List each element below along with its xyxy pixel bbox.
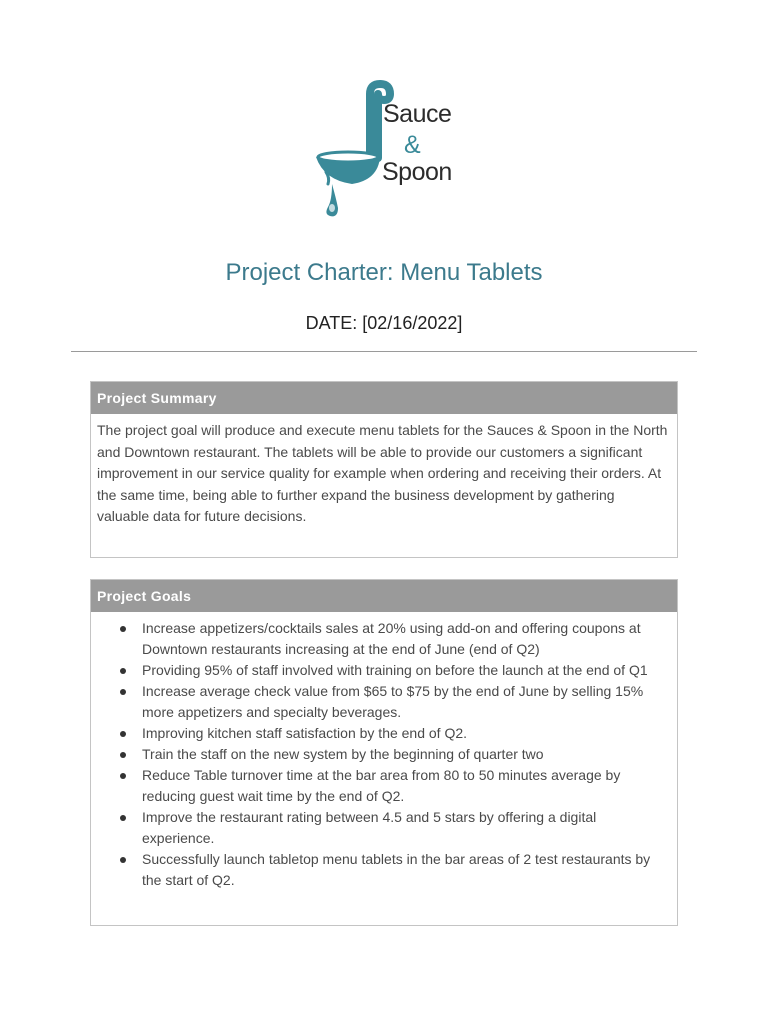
goal-item <box>91 807 669 849</box>
goal-text: Improve the restaurant rating between 4.5 and 5 stars by offering a digital experience. <box>142 809 597 846</box>
goal-item <box>91 660 669 681</box>
bullet-icon <box>120 668 126 674</box>
bullet-icon <box>120 752 126 758</box>
bullet-icon <box>120 626 126 632</box>
goal-item <box>91 744 669 765</box>
goal-item <box>91 681 669 723</box>
goal-text: Providing 95% of staff involved with training on before the launch at the end of Q1 <box>142 662 648 678</box>
logo-text-ampersand: & <box>404 131 421 159</box>
bullet-icon <box>120 689 126 695</box>
logo-text-spoon: Spoon <box>382 158 452 186</box>
goal-item <box>91 618 669 660</box>
bullet-icon <box>120 773 126 779</box>
bullet-icon <box>120 857 126 863</box>
goal-text: Successfully launch tabletop menu tablets in the bar areas of 2 test restaurants by the start of Q2. <box>142 851 651 888</box>
project-goals-list <box>91 612 677 891</box>
logo-text-sauce: Sauce <box>383 100 452 128</box>
goal-item <box>91 723 669 744</box>
project-summary-section <box>90 381 678 558</box>
goal-text: Increase appetizers/cocktails sales at 20% using add-on and offering coupons at Downtown restaurants increasing at the end of June (end of Q2) <box>142 620 641 657</box>
project-summary-text: The project goal will produce and execute menu tablets for the Sauces & Spoon in the North and Downtown restaurant. The tablets will be able to provide our customers a significant improvement in our service quality for example when ordering and receiving their orders. At the same time, being able to further expand the business development by gathering valuable data for future decisions. <box>97 422 668 524</box>
goal-text: Increase average check value from $65 to $75 by the end of June by selling 15% more appetizers and specialty beverages. <box>142 683 644 720</box>
goal-item <box>91 765 669 807</box>
goal-text: Reduce Table turnover time at the bar area from 80 to 50 minutes average by reducing guest wait time by the end of Q2. <box>142 767 621 804</box>
project-goals-section <box>90 579 678 926</box>
horizontal-divider <box>71 351 697 352</box>
goal-text: Train the staff on the new system by the beginning of quarter two <box>142 746 544 762</box>
goal-item <box>91 849 669 891</box>
page-title: Project Charter: Menu Tablets <box>225 259 543 286</box>
project-summary-header: Project Summary <box>91 382 677 414</box>
bullet-icon <box>120 815 126 821</box>
document-date: DATE: [02/16/2022] <box>305 313 463 333</box>
project-goals-header: Project Goals <box>91 580 677 612</box>
sauce-and-spoon-logo <box>308 80 458 225</box>
goal-text: Improving kitchen staff satisfaction by the end of Q2. <box>142 725 468 741</box>
bullet-icon <box>120 731 126 737</box>
